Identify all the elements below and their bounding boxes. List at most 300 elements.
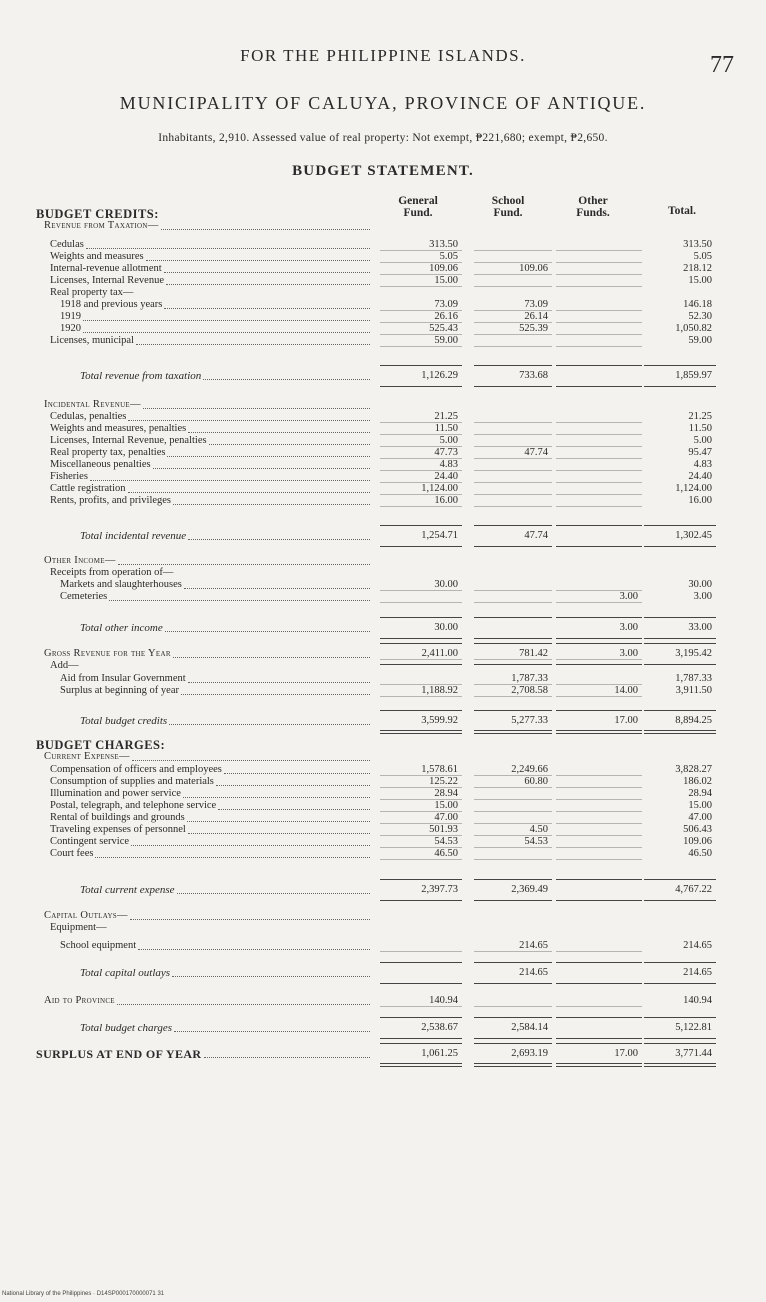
row-label: Postal, telegraph, and telephone service	[50, 800, 217, 811]
cell-rule	[556, 602, 642, 603]
row-value: 60.80	[524, 776, 548, 787]
row-label: Markets and slaughterhouses	[60, 579, 182, 590]
table-row	[0, 922, 766, 934]
row-label: Aid to Province	[44, 995, 115, 1006]
row-value: 313.50	[429, 239, 458, 250]
table-row	[0, 1022, 766, 1034]
table-row	[0, 751, 766, 763]
leader-dots	[164, 272, 370, 273]
table-row	[0, 660, 766, 672]
row-value: 3,828.27	[675, 764, 712, 775]
cell-rule	[474, 951, 552, 952]
row-value: 214.65	[683, 940, 712, 951]
row-label: Revenue from Taxation—	[44, 220, 159, 231]
total-rule	[644, 962, 716, 963]
total-underline	[380, 900, 462, 901]
row-value: 15.00	[434, 800, 458, 811]
row-value: 1,254.71	[421, 530, 458, 541]
row-value: 1,578.61	[421, 764, 458, 775]
row-value: 4.50	[529, 824, 548, 835]
row-value: 30.00	[434, 579, 458, 590]
row-label: SURPLUS AT END OF YEAR	[36, 1047, 202, 1061]
table-row	[0, 435, 766, 447]
table-row	[0, 323, 766, 335]
total-rule	[474, 617, 552, 618]
table-row	[0, 495, 766, 507]
row-value: 59.00	[434, 335, 458, 346]
row-value: 109.06	[429, 263, 458, 274]
leader-dots	[166, 284, 370, 285]
row-value: 8,894.25	[675, 715, 712, 726]
row-value: 52.30	[688, 311, 712, 322]
row-value: 54.53	[524, 836, 548, 847]
row-value: 2,708.58	[511, 685, 548, 696]
row-value: 24.40	[434, 471, 458, 482]
leader-dots	[188, 539, 370, 540]
row-value: 30.00	[688, 579, 712, 590]
table-row	[0, 776, 766, 788]
leader-dots	[161, 229, 370, 230]
row-value: 1,126.29	[421, 370, 458, 381]
row-label: Total current expense	[80, 884, 175, 896]
leader-dots	[131, 845, 370, 846]
cell-rule	[474, 602, 552, 603]
row-value: 3,195.42	[675, 648, 712, 659]
total-rule	[380, 879, 462, 880]
leader-dots	[83, 320, 370, 321]
row-label: 1920	[60, 323, 81, 334]
row-label: Cattle registration	[50, 483, 126, 494]
total-rule	[644, 1043, 716, 1044]
row-label: Cedulas	[50, 239, 84, 250]
double-rule	[556, 730, 642, 734]
table-row	[0, 555, 766, 567]
leader-dots	[128, 420, 370, 421]
total-rule	[474, 710, 552, 711]
total-rule	[474, 365, 552, 366]
row-value: 525.39	[519, 323, 548, 334]
total-underline	[644, 900, 716, 901]
leader-dots	[132, 760, 370, 761]
row-value: 26.16	[434, 311, 458, 322]
row-label: Total other income	[80, 622, 163, 634]
row-value: 1,787.33	[511, 673, 548, 684]
row-label: BUDGET CHARGES:	[36, 738, 166, 752]
row-value: 47.74	[524, 530, 548, 541]
table-row	[0, 764, 766, 776]
leader-dots	[224, 773, 370, 774]
row-label: Add—	[50, 660, 79, 671]
total-underline	[644, 983, 716, 984]
table-row	[0, 483, 766, 495]
total-rule	[556, 962, 642, 963]
table-row	[0, 399, 766, 411]
row-value: 5.00	[693, 435, 712, 446]
row-label: Incidental Revenue—	[44, 399, 141, 410]
table-row	[0, 579, 766, 591]
row-value: 73.09	[434, 299, 458, 310]
total-rule	[644, 710, 716, 711]
table-row	[0, 591, 766, 603]
table-row	[0, 239, 766, 251]
double-rule	[644, 1063, 716, 1067]
column-header-total: Total.	[667, 205, 696, 217]
row-value: 214.65	[519, 967, 548, 978]
cell-rule	[474, 859, 552, 860]
row-value: 14.00	[614, 685, 638, 696]
total-underline	[380, 546, 462, 547]
leader-dots	[188, 833, 370, 834]
row-label: Contingent service	[50, 836, 130, 847]
total-rule	[644, 617, 716, 618]
row-value: 2,369.49	[511, 884, 548, 895]
leader-dots	[204, 1057, 370, 1058]
total-underline	[474, 900, 552, 901]
row-label: 1919	[60, 311, 81, 322]
row-value: 16.00	[688, 495, 712, 506]
row-value: 5.00	[439, 435, 458, 446]
row-value: 28.94	[434, 788, 458, 799]
leader-dots	[174, 1031, 370, 1032]
total-rule	[474, 643, 552, 644]
row-label: Real property tax—	[50, 287, 134, 298]
row-value: 146.18	[683, 299, 712, 310]
table-row	[0, 995, 766, 1007]
running-title: FOR THE PHILIPPINE ISLANDS.	[240, 46, 526, 65]
double-rule	[474, 730, 552, 734]
row-label: Illumination and power service	[50, 788, 181, 799]
row-value: 140.94	[429, 995, 458, 1006]
total-rule	[380, 1017, 462, 1018]
page-number: 77	[710, 52, 734, 78]
leader-dots	[130, 919, 370, 920]
leader-dots	[167, 456, 370, 457]
table-row	[0, 967, 766, 979]
table-row	[0, 263, 766, 275]
leader-dots	[172, 976, 370, 977]
double-rule	[380, 730, 462, 734]
row-value: 313.50	[683, 239, 712, 250]
row-value: 1,124.00	[675, 483, 712, 494]
total-rule	[474, 1043, 552, 1044]
total-underline	[644, 1038, 716, 1039]
row-label: Total budget charges	[80, 1022, 173, 1034]
row-value: 3.00	[693, 591, 712, 602]
row-label: Court fees	[50, 848, 94, 859]
table-row	[0, 836, 766, 848]
row-label: Other Income—	[44, 555, 116, 566]
row-label: Receipts from operation of—	[50, 567, 174, 578]
row-value: 2,584.14	[511, 1022, 548, 1033]
row-value: 47.00	[434, 812, 458, 823]
row-value: 3,911.50	[675, 685, 712, 696]
table-row	[0, 685, 766, 697]
row-label: Total capital outlays	[80, 967, 171, 979]
total-rule	[380, 643, 462, 644]
row-label: Total revenue from taxation	[80, 370, 202, 382]
row-value: 24.40	[688, 471, 712, 482]
row-value: 1,061.25	[421, 1048, 458, 1059]
table-row	[0, 812, 766, 824]
row-value: 5.05	[693, 251, 712, 262]
cell-rule	[556, 346, 642, 347]
leader-dots	[177, 893, 370, 894]
double-rule	[474, 1063, 552, 1067]
total-underline	[474, 1038, 552, 1039]
row-value: 5.05	[439, 251, 458, 262]
statement-title: BUDGET STATEMENT.	[292, 163, 474, 179]
row-value: 733.68	[519, 370, 548, 381]
total-rule	[380, 710, 462, 711]
cell-rule	[380, 602, 462, 603]
inhabitants-line: Inhabitants, 2,910. Assessed value of real property: Not exempt, ₱221,680; exempt, ₱2,650.	[158, 132, 608, 144]
leader-dots	[138, 949, 370, 950]
cell-rule	[556, 696, 642, 697]
row-value: 11.50	[434, 423, 458, 434]
total-rule	[556, 1043, 642, 1044]
row-value: 4,767.22	[675, 884, 712, 895]
row-label: Licenses, Internal Revenue, penalties	[50, 435, 207, 446]
row-label: Total incidental revenue	[80, 530, 187, 542]
table-row	[0, 788, 766, 800]
row-value: 3,599.92	[421, 715, 458, 726]
cell-rule	[556, 859, 642, 860]
table-row	[0, 459, 766, 471]
leader-dots	[83, 332, 370, 333]
column-header-general-fund: General Fund.	[398, 195, 438, 219]
total-rule	[474, 879, 552, 880]
row-label: 1918 and previous years	[60, 299, 163, 310]
row-label: Current Expense—	[44, 751, 130, 762]
total-underline	[380, 386, 462, 387]
row-label: Licenses, Internal Revenue	[50, 275, 164, 286]
row-value: 1,188.92	[421, 685, 458, 696]
total-underline	[380, 1038, 462, 1039]
row-value: 17.00	[614, 715, 638, 726]
row-value: 95.47	[688, 447, 712, 458]
row-label: Weights and measures	[50, 251, 144, 262]
row-value: 1,050.82	[675, 323, 712, 334]
row-value: 47.00	[688, 812, 712, 823]
total-underline	[644, 546, 716, 547]
row-value: 1,859.97	[675, 370, 712, 381]
cell-rule	[380, 696, 462, 697]
leader-dots	[203, 379, 370, 380]
row-label: Traveling expenses of personnel	[50, 824, 186, 835]
double-rule	[644, 730, 716, 734]
row-value: 525.43	[429, 323, 458, 334]
row-value: 140.94	[683, 995, 712, 1006]
row-value: 15.00	[688, 800, 712, 811]
leader-dots	[143, 408, 370, 409]
leader-dots	[173, 657, 370, 658]
row-value: 2,538.67	[421, 1022, 458, 1033]
row-value: 5,122.81	[675, 1022, 712, 1033]
leader-dots	[209, 444, 370, 445]
row-value: 46.50	[434, 848, 458, 859]
table-row	[0, 447, 766, 459]
row-value: 109.06	[683, 836, 712, 847]
double-rule	[556, 1063, 642, 1067]
row-label: Miscellaneous penalties	[50, 459, 151, 470]
table-row	[0, 370, 766, 382]
row-value: 21.25	[688, 411, 712, 422]
leader-dots	[187, 821, 370, 822]
row-value: 21.25	[434, 411, 458, 422]
row-label: Real property tax, penalties	[50, 447, 166, 458]
row-value: 4.83	[439, 459, 458, 470]
leader-dots	[86, 248, 370, 249]
table-row	[0, 411, 766, 423]
total-underline	[474, 546, 552, 547]
leader-dots	[183, 797, 370, 798]
cell-rule	[380, 1006, 462, 1007]
row-value: 15.00	[434, 275, 458, 286]
cell-rule	[380, 859, 462, 860]
row-label: Rental of buildings and grounds	[50, 812, 185, 823]
total-underline	[556, 1038, 642, 1039]
total-rule	[556, 365, 642, 366]
row-value: 501.93	[429, 824, 458, 835]
row-label: Capital Outlays—	[44, 910, 128, 921]
total-underline	[474, 386, 552, 387]
total-rule	[556, 617, 642, 618]
table-row	[0, 311, 766, 323]
leader-dots	[165, 631, 370, 632]
total-rule	[556, 710, 642, 711]
row-value: 26.14	[524, 311, 548, 322]
row-value: 3.00	[619, 622, 638, 633]
double-rule	[380, 1063, 462, 1067]
cell-rule	[556, 1006, 642, 1007]
row-value: 30.00	[434, 622, 458, 633]
column-header-other-funds: Other Funds.	[576, 195, 610, 219]
table-row	[0, 567, 766, 579]
row-value: 4.83	[693, 459, 712, 470]
cell-rule	[380, 346, 462, 347]
table-row	[0, 299, 766, 311]
table-row	[0, 471, 766, 483]
row-label: BUDGET CREDITS:	[36, 207, 159, 221]
total-rule	[644, 1017, 716, 1018]
row-label: Weights and measures, penalties	[50, 423, 187, 434]
leader-dots	[153, 468, 370, 469]
row-value: 2,397.73	[421, 884, 458, 895]
leader-dots	[218, 809, 370, 810]
total-rule	[474, 962, 552, 963]
leader-dots	[146, 260, 370, 261]
table-row	[0, 910, 766, 922]
row-value: 2,411.00	[421, 648, 458, 659]
leader-dots	[164, 308, 370, 309]
row-value: 47.73	[434, 447, 458, 458]
total-underline	[644, 386, 716, 387]
row-value: 109.06	[519, 263, 548, 274]
leader-dots	[128, 492, 370, 493]
row-label: Surplus at beginning of year	[60, 685, 179, 696]
table-row	[0, 275, 766, 287]
leader-dots	[90, 480, 370, 481]
row-label: Rents, profits, and privileges	[50, 495, 172, 506]
row-label: Aid from Insular Government	[60, 673, 186, 684]
table-row	[0, 622, 766, 634]
row-value: 781.42	[519, 648, 548, 659]
leader-dots	[216, 785, 370, 786]
row-label: Internal-revenue allotment	[50, 263, 162, 274]
cell-rule	[380, 506, 462, 507]
row-label: Cedulas, penalties	[50, 411, 127, 422]
leader-dots	[118, 564, 370, 565]
total-rule	[556, 879, 642, 880]
cell-rule	[380, 951, 462, 952]
cell-rule	[474, 506, 552, 507]
table-row	[0, 824, 766, 836]
leader-dots	[117, 1004, 370, 1005]
total-underline	[556, 983, 642, 984]
total-underline	[474, 638, 552, 639]
table-row	[0, 848, 766, 860]
row-value: 3.00	[619, 591, 638, 602]
cell-rule	[556, 951, 642, 952]
table-row	[0, 251, 766, 263]
leader-dots	[95, 857, 370, 858]
table-row	[0, 739, 766, 751]
row-label: Compensation of officers and employees	[50, 764, 222, 775]
total-underline	[556, 546, 642, 547]
total-underline	[380, 983, 462, 984]
leader-dots	[184, 588, 370, 589]
row-value: 33.00	[688, 622, 712, 633]
total-rule	[644, 365, 716, 366]
table-row	[0, 530, 766, 542]
footer-credit: National Library of the Philippines · D14SP000170000071 31	[2, 1291, 165, 1297]
table-row	[0, 220, 766, 232]
row-value: 1,124.00	[421, 483, 458, 494]
row-label: Gross Revenue for the Year	[44, 648, 171, 659]
column-header-school-fund: School Fund.	[491, 195, 525, 219]
row-value: 11.50	[688, 423, 712, 434]
row-value: 506.43	[683, 824, 712, 835]
table-row	[0, 423, 766, 435]
cell-rule	[556, 506, 642, 507]
row-label: Fisheries	[50, 471, 88, 482]
row-value: 1,302.45	[675, 530, 712, 541]
row-value: 15.00	[688, 275, 712, 286]
row-value: 1,787.33	[675, 673, 712, 684]
total-rule	[380, 365, 462, 366]
total-rule	[644, 643, 716, 644]
table-row	[0, 800, 766, 812]
cell-rule	[474, 1006, 552, 1007]
total-underline	[644, 638, 716, 639]
total-rule	[380, 962, 462, 963]
row-value: 16.00	[434, 495, 458, 506]
row-value: 46.50	[688, 848, 712, 859]
row-value: 3,771.44	[675, 1048, 712, 1059]
leader-dots	[136, 344, 370, 345]
row-label: Consumption of supplies and materials	[50, 776, 214, 787]
table-row	[0, 648, 766, 660]
table-row	[0, 287, 766, 299]
row-value: 2,693.19	[511, 1048, 548, 1059]
leader-dots	[169, 724, 370, 725]
table-row	[0, 208, 766, 220]
row-value: 218.12	[683, 263, 712, 274]
total-underline	[556, 386, 642, 387]
total-rule	[474, 525, 552, 526]
total-rule	[644, 879, 716, 880]
leader-dots	[181, 694, 370, 695]
